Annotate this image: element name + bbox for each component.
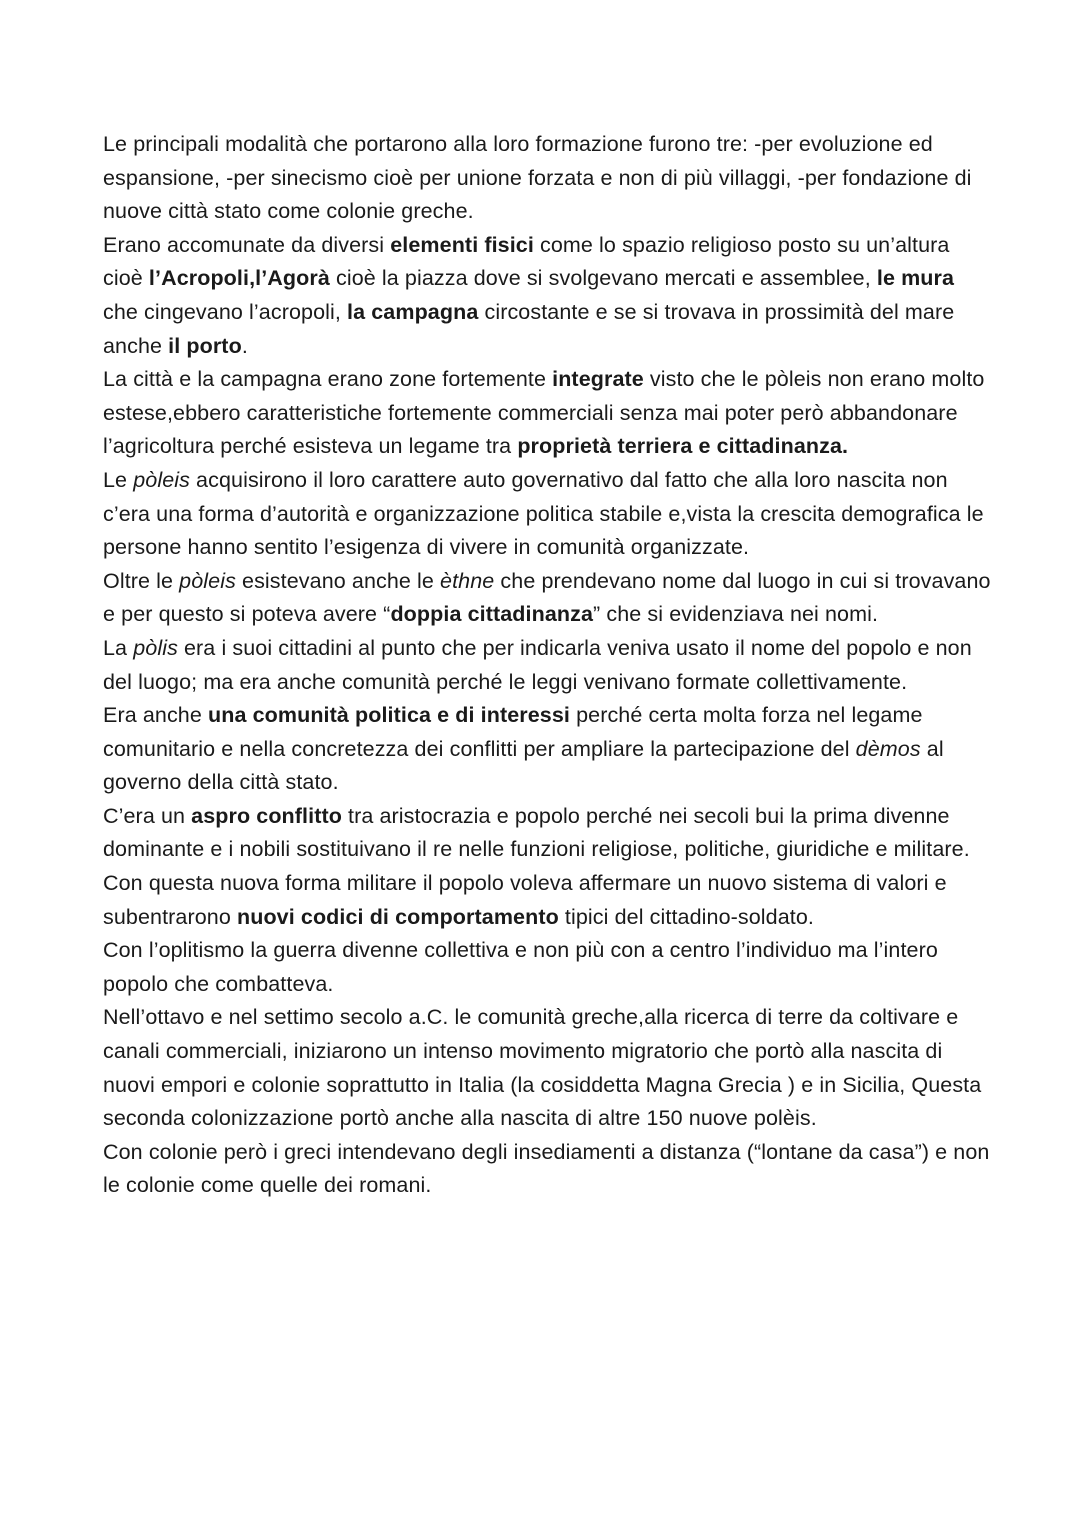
- bold-run: l’Acropoli,l’Agorà: [148, 266, 330, 291]
- italic-run: pòleis: [133, 467, 190, 492]
- text-run: acquisirono il loro carattere auto governativo dal fatto che alla loro nascita non c’era una forma d’autorità e organizzazione politica stabile e,vista la crescita demografica le persone hanno sentito l’esigenza di vivere in comunità organizzate.: [103, 467, 984, 560]
- text-run: visto che le pòleis non erano molto estese,ebbero caratteristiche fortemente commerciali senza mai poter però abbandonare l’agricoltura perché esisteva un legame tra: [103, 367, 985, 459]
- paragraph-military-form: [103, 867, 993, 934]
- text-run: era i suoi cittadini al punto che per indicarla veniva usato il nome del popolo e non del luogo; ma era anche comunità perché le leggi venivano formate collettivamente.: [103, 635, 972, 694]
- text-run: C’era un: [103, 803, 192, 828]
- text-run: Le principali modalità che portarono alla loro formazione furono tre: -per evoluzione ed espansione, -per sinecismo cioè per unione forzata e non di più villaggi, -per fondazione di nuove città stato come colonie greche.: [103, 132, 972, 224]
- paragraph-oplitism: [103, 934, 993, 1001]
- text-run: tra aristocrazia e popolo perché nei secoli bui la prima divenne dominante e i nobili sostituivano il re nelle funzioni religiose, politiche, giuridiche e militare.: [103, 803, 970, 862]
- text-run: Le: [103, 467, 134, 492]
- text-run: perché certa molta forza nel legame comunitario e nella concretezza dei conflitti per ampliare la partecipazione del: [103, 703, 923, 761]
- text-run: Oltre le: [103, 568, 180, 593]
- text-run: circostante e se si trovava in prossimità del mare anche: [103, 299, 955, 358]
- paragraph-colonies-meaning: [103, 1136, 993, 1203]
- text-run: tipici del cittadino-soldato.: [558, 904, 814, 929]
- italic-run: pòleis: [179, 568, 236, 593]
- text-run: Erano accomunate da diversi: [103, 232, 391, 257]
- bold-run: proprietà terriera e cittadinanza.: [517, 434, 849, 459]
- text-run: ” che si evidenziava nei nomi.: [593, 602, 879, 627]
- text-run: Era anche: [103, 703, 208, 728]
- paragraph-polis-citizens: [103, 632, 993, 699]
- text-run: Con colonie però i greci intendevano degli insediamenti a distanza (“lontane da casa”) e non le colonie come quelle dei romani.: [103, 1139, 990, 1198]
- paragraph-city-countryside: [103, 363, 993, 464]
- paragraph-aristocracy-conflict: [103, 800, 993, 867]
- text-run: esistevano anche le: [235, 568, 441, 593]
- text-run: Con questa nuova forma militare il popolo voleva affermare un nuovo sistema di valori e subentrarono: [103, 871, 947, 929]
- bold-run: le mura: [876, 266, 955, 291]
- bold-run: aspro conflitto: [191, 803, 342, 828]
- text-run: che prendevano nome dal luogo in cui si trovavano e per questo si poteva avere “: [103, 568, 991, 627]
- bold-run: doppia cittadinanza: [390, 602, 594, 627]
- text-run: La: [103, 635, 134, 660]
- text-run: Nell’ottavo e nel settimo secolo a.C. le comunità greche,alla ricerca di terre da coltivare e canali commerciali, iniziarono un intenso movimento migratorio che portò alla nascita di nuovi empori e colonie soprattutto in Italia (la cosiddetta Magna Grecia ) e in Sicilia, Questa seconda colonizzazione portò anche alla nascita di altre 150 nuove polèis.: [103, 1005, 982, 1131]
- bold-run: il porto: [168, 333, 242, 358]
- paragraph-ethne: [103, 565, 993, 632]
- bold-run: la campagna: [347, 299, 479, 324]
- text-run: Con l’oplitismo la guerra divenne collettiva e non più con a centro l’individuo ma l’intero popolo che combatteva.: [103, 938, 938, 996]
- bold-run: nuovi codici di comportamento: [236, 904, 559, 929]
- bold-run: integrate: [552, 367, 644, 392]
- text-run: come lo spazio religioso posto su un’altura cioè: [103, 232, 950, 291]
- italic-run: èthne: [440, 568, 495, 593]
- italic-run: dèmos: [855, 736, 921, 761]
- paragraph-physical-elements: [103, 229, 993, 363]
- paragraph-political-community: [103, 699, 993, 800]
- text-run: La città e la campagna erano zone fortemente: [103, 367, 553, 392]
- bold-run: una comunità politica e di interessi: [207, 703, 570, 728]
- paragraph-self-government: [103, 464, 993, 565]
- text-run: cioè la piazza dove si svolgevano mercati e assemblee,: [329, 266, 877, 291]
- text-run: che cingevano l’acropoli,: [103, 299, 348, 324]
- text-run: al governo della città stato.: [103, 736, 944, 795]
- document-body: [103, 128, 993, 1203]
- italic-run: pòlis: [133, 635, 178, 660]
- text-run: .: [241, 333, 248, 358]
- paragraph-formation-modes: [103, 128, 993, 229]
- bold-run: elementi fisici: [390, 232, 534, 257]
- paragraph-colonization: [103, 1001, 993, 1135]
